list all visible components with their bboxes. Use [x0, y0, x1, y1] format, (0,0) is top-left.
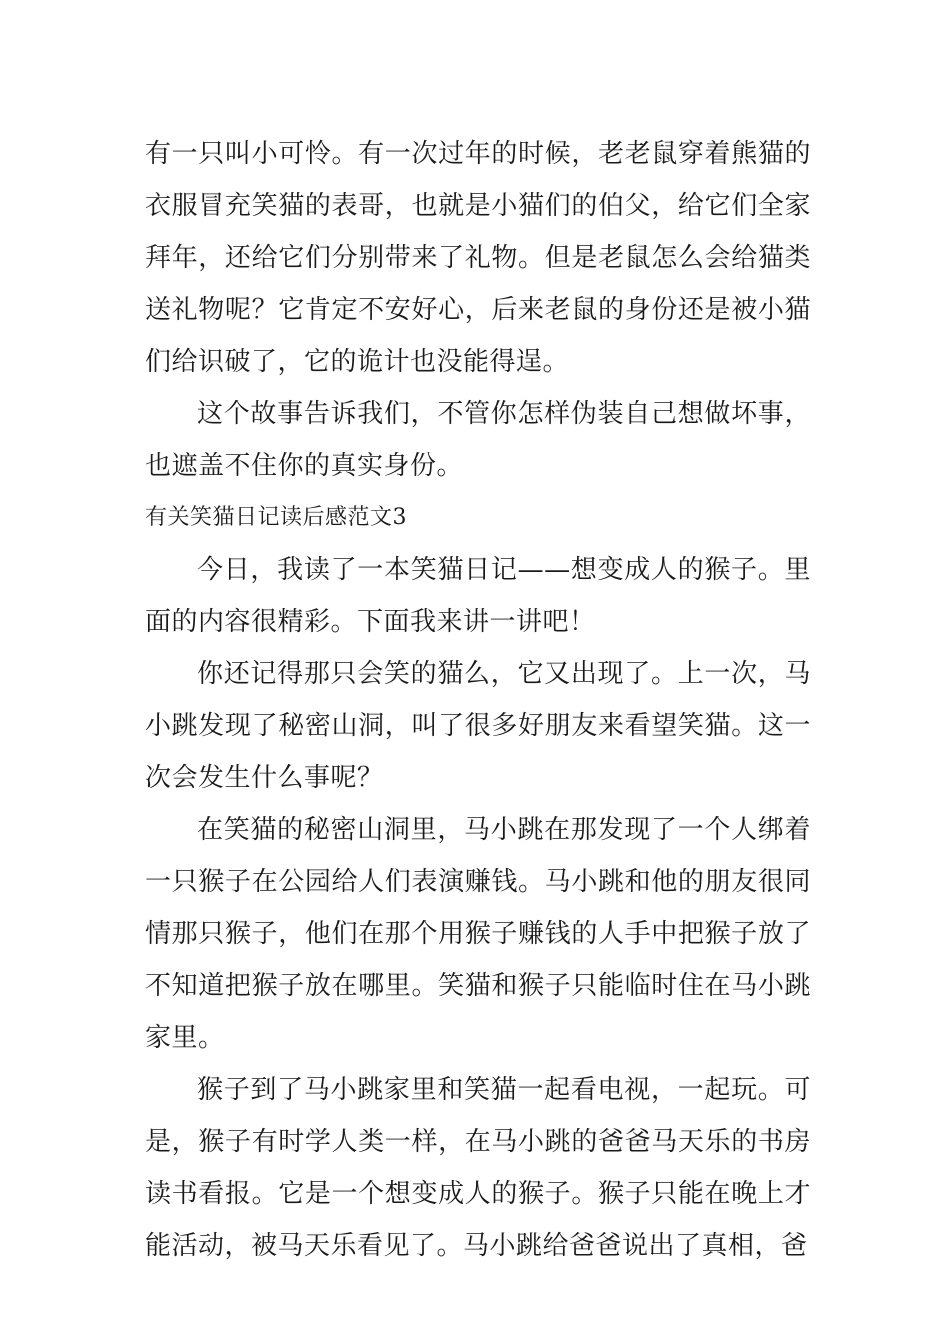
paragraph-moral: 这个故事告诉我们，不管你怎样伪装自己想做坏事，也遮盖不住你的真实身份。 [145, 399, 811, 481]
paragraph-recall: 你还记得那只会笑的猫么，它又出现了。上一次，马小跳发现了秘密山洞，叫了很多好朋友来看望笑猫。这一次会发生什么事呢？ [145, 659, 811, 793]
paragraph-continued: 有一只叫小可怜。有一次过年的时候，老老鼠穿着熊猫的衣服冒充笑猫的表哥，也就是小猫们的伯父，给它们全家拜年，还给它们分别带来了礼物。但是老鼠怎么会给猫类送礼物呢？它肯定不安好心，后来老鼠的身份还是被小猫们给识破了，它的诡计也没能得逞。 [145, 139, 811, 377]
paragraph-cave: 在笑猫的秘密山洞里，马小跳在那发现了一个人绑着一只猴子在公园给人们表演赚钱。马小跳和他的朋友很同情那只猴子，他们在那个用猴子赚钱的人手中把猴子放了不知道把猴子放在哪里。笑猫和猴子只能临时住在马小跳家里。 [145, 815, 811, 1053]
section-heading: 有关笑猫日记读后感范文3 [145, 505, 407, 530]
paragraph-intro: 今日，我读了一本笑猫日记——想变成人的猴子。里面的内容很精彩。下面我来讲一讲吧！ [145, 555, 811, 637]
document-body [145, 128, 811, 1272]
paragraph-monkey: 猴子到了马小跳家里和笑猫一起看电视，一起玩。可是，猴子有时学人类一样，在马小跳的爸爸马天乐的书房读书看报。它是一个想变成人的猴子。猴子只能在晚上才能活动，被马天乐看见了。马小跳给爸爸说出了真相，爸 [145, 1075, 811, 1261]
